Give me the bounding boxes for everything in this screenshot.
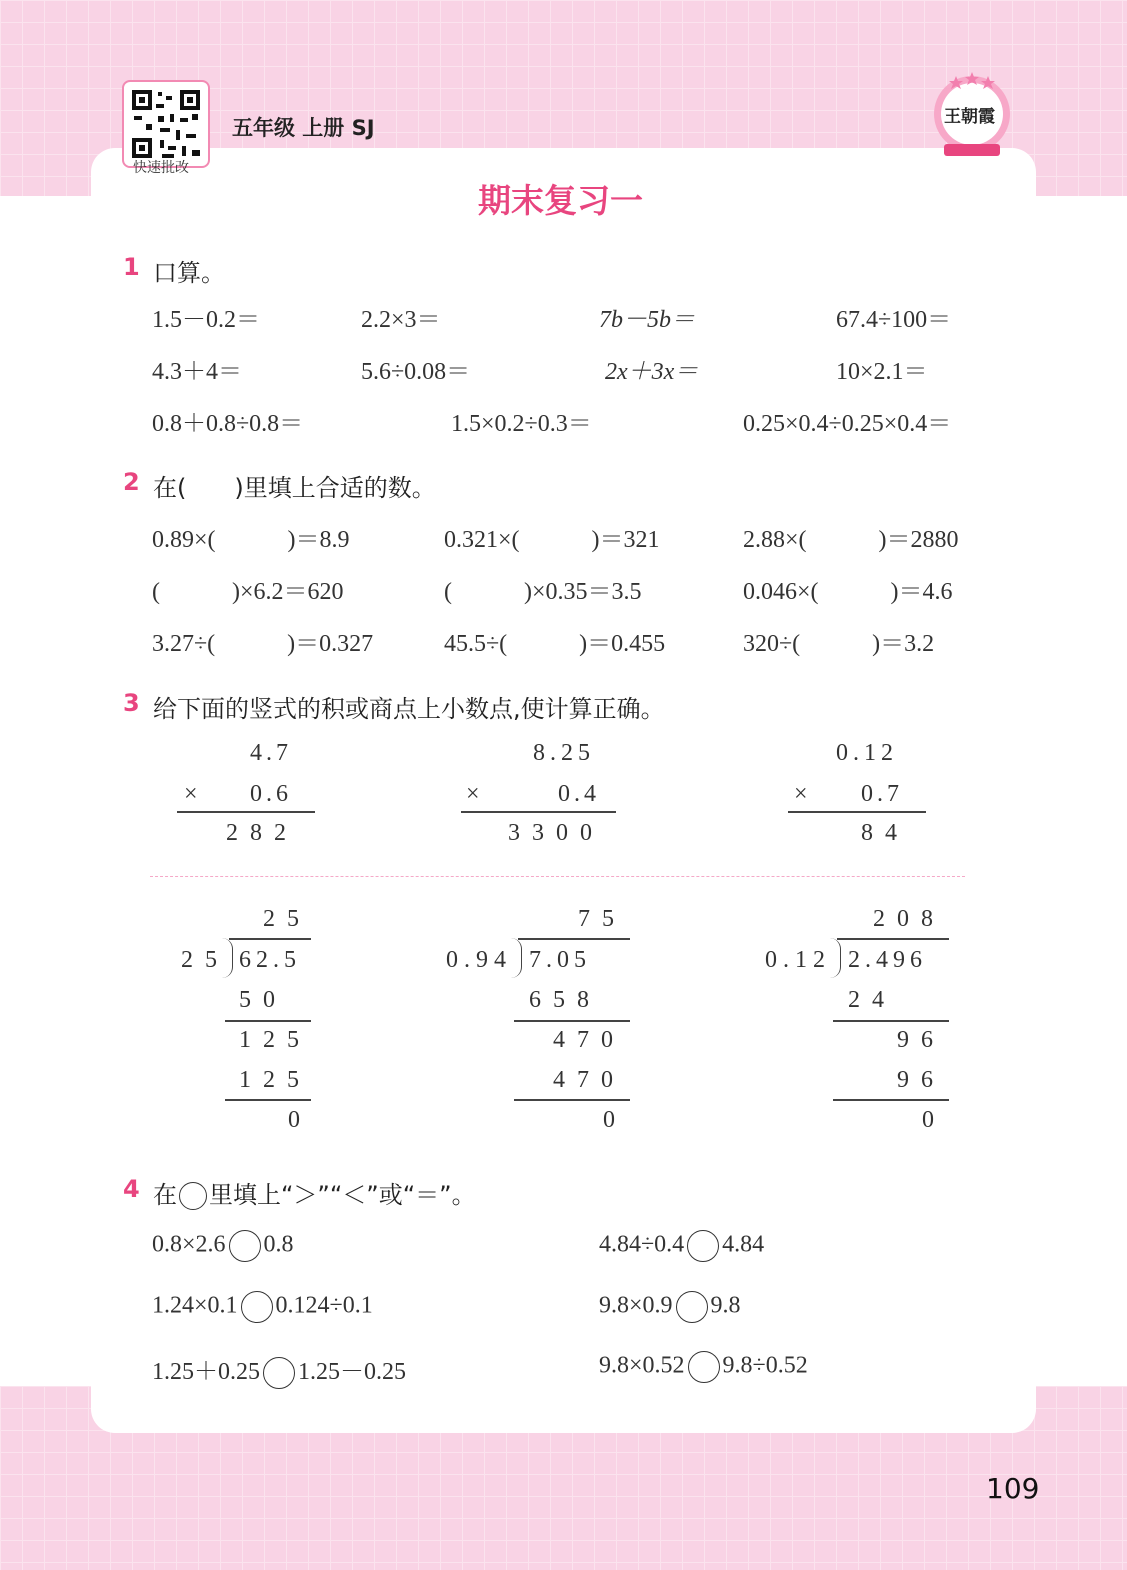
- mult-bottom: 0.4: [558, 781, 600, 807]
- div-step: 658: [529, 987, 601, 1013]
- q2-item: 3.27÷( )＝0.327: [152, 631, 374, 657]
- q1-item: 5.6÷0.08＝: [361, 359, 471, 385]
- mult-line: [177, 811, 315, 813]
- question-1-text: 口算。: [153, 259, 225, 287]
- compare-item: [599, 1230, 764, 1262]
- q1-item: 10×2.1＝: [836, 359, 928, 385]
- mult-sign: ×: [466, 781, 480, 807]
- div-bracket-curve: [511, 938, 522, 978]
- div-dividend: 62.5: [239, 947, 301, 973]
- mult-line: [788, 811, 926, 813]
- div-quotient: 208: [873, 906, 945, 932]
- div-line: [514, 1099, 630, 1101]
- compare-right: 9.8: [710, 1292, 741, 1319]
- div-line: [225, 1099, 311, 1101]
- mult-bottom: 0.7: [861, 781, 903, 807]
- qr-caption: 快速批改: [133, 160, 189, 176]
- compare-item: [152, 1291, 373, 1323]
- q2-item: 2.88×( )＝2880: [743, 527, 959, 553]
- compare-answer-circle[interactable]: [687, 1230, 719, 1262]
- compare-right: 0.124÷0.1: [275, 1292, 373, 1319]
- q1-item: 4.3＋4＝: [152, 359, 242, 385]
- div-quotient: 75: [578, 906, 626, 932]
- mult-top: 4.7: [250, 740, 292, 766]
- brand-name: 王朝霞: [944, 107, 995, 127]
- div-step: 125: [239, 1027, 311, 1053]
- div-step: 96: [897, 1027, 945, 1053]
- q1-item: 7b－5b＝: [599, 307, 695, 333]
- question-4-number: 4: [123, 1175, 140, 1203]
- q1-item: 67.4÷100＝: [836, 307, 952, 333]
- q2-item: 0.321×( )＝321: [444, 527, 660, 553]
- div-bracket-top: [837, 938, 949, 940]
- compare-item: [152, 1230, 294, 1262]
- div-step: 0: [603, 1107, 627, 1133]
- question-4-text-before: 在: [153, 1181, 177, 1209]
- compare-left: 9.8×0.52: [599, 1352, 685, 1379]
- page-title: 期末复习一: [478, 181, 643, 220]
- mult-line: [461, 811, 616, 813]
- compare-right: 0.8: [263, 1231, 294, 1258]
- compare-left: 1.25＋0.25: [152, 1359, 260, 1385]
- question-4-text-after: 里填上“＞”“＜”或“＝”。: [209, 1181, 476, 1209]
- compare-left: 4.84÷0.4: [599, 1231, 685, 1258]
- div-bracket-curve: [830, 938, 841, 978]
- div-step: 470: [553, 1027, 625, 1053]
- compare-answer-circle[interactable]: [241, 1291, 273, 1323]
- q2-item: ( )×6.2＝620: [152, 579, 344, 605]
- compare-answer-circle[interactable]: [688, 1351, 720, 1383]
- q1-item: 2x＋3x＝: [605, 359, 699, 385]
- qr-code: [122, 80, 210, 168]
- dashed-divider: [150, 876, 965, 877]
- question-1-number: 1: [123, 253, 140, 281]
- question-3-number: 3: [123, 689, 140, 717]
- div-line: [225, 1020, 311, 1022]
- div-step: 96: [897, 1067, 945, 1093]
- mult-top: 8.25: [533, 740, 595, 766]
- q2-item: ( )×0.35＝3.5: [444, 579, 642, 605]
- div-bracket-top: [229, 938, 311, 940]
- div-divisor: 0.94: [446, 947, 512, 973]
- circle-icon: [179, 1182, 207, 1210]
- q1-item: 2.2×3＝: [361, 307, 441, 333]
- compare-right: 4.84: [722, 1231, 765, 1258]
- q2-item: 45.5÷( )＝0.455: [444, 631, 666, 657]
- div-dividend: 2.496: [848, 947, 927, 973]
- div-step: 0: [288, 1107, 312, 1133]
- div-dividend: 7.05: [529, 947, 591, 973]
- div-bracket-top: [518, 938, 630, 940]
- compare-left: 9.8×0.9: [599, 1292, 673, 1319]
- mult-sign: ×: [794, 781, 808, 807]
- div-line: [833, 1099, 949, 1101]
- compare-right: 1.25－0.25: [298, 1359, 406, 1385]
- mult-top: 0.12: [836, 740, 898, 766]
- div-step: 0: [922, 1107, 946, 1133]
- page-number: 109: [986, 1472, 1040, 1505]
- question-3-text: 给下面的竖式的积或商点上小数点,使计算正确。: [153, 695, 665, 723]
- question-4-text: [153, 1175, 476, 1210]
- compare-answer-circle[interactable]: [229, 1230, 261, 1262]
- compare-answer-circle[interactable]: [263, 1357, 295, 1389]
- mult-result: 3300: [508, 820, 604, 846]
- compare-item: [599, 1291, 741, 1323]
- question-2-number: 2: [123, 468, 140, 496]
- mult-bottom: 0.6: [250, 781, 292, 807]
- compare-item: [152, 1351, 406, 1389]
- q2-item: 0.89×( )＝8.9: [152, 527, 350, 553]
- q1-item: 0.8＋0.8÷0.8＝: [152, 411, 304, 437]
- brand-logo: [930, 70, 1014, 162]
- mult-sign: ×: [184, 781, 198, 807]
- q2-item: 0.046×( )＝4.6: [743, 579, 953, 605]
- q2-item: 320÷( )＝3.2: [743, 631, 935, 657]
- div-quotient: 25: [263, 906, 311, 932]
- grade-label: 五年级 上册 SJ: [232, 116, 375, 140]
- div-step: 24: [848, 987, 896, 1013]
- div-step: 50: [239, 987, 287, 1013]
- q1-item: 0.25×0.4÷0.25×0.4＝: [743, 411, 952, 437]
- compare-item: [599, 1351, 808, 1383]
- compare-answer-circle[interactable]: [676, 1291, 708, 1323]
- compare-left: 0.8×2.6: [152, 1231, 226, 1258]
- mult-result: 84: [861, 820, 909, 846]
- q1-item: 1.5×0.2÷0.3＝: [451, 411, 592, 437]
- div-divisor: 25: [181, 947, 229, 973]
- div-step: 125: [239, 1067, 311, 1093]
- div-divisor: 0.12: [765, 947, 831, 973]
- question-2-text: 在( )里填上合适的数。: [153, 474, 436, 502]
- q1-item: 1.5－0.2＝: [152, 307, 260, 333]
- compare-left: 1.24×0.1: [152, 1292, 238, 1319]
- compare-right: 9.8÷0.52: [722, 1352, 808, 1379]
- div-step: 470: [553, 1067, 625, 1093]
- mult-result: 282: [226, 820, 298, 846]
- div-line: [514, 1020, 630, 1022]
- div-line: [833, 1020, 949, 1022]
